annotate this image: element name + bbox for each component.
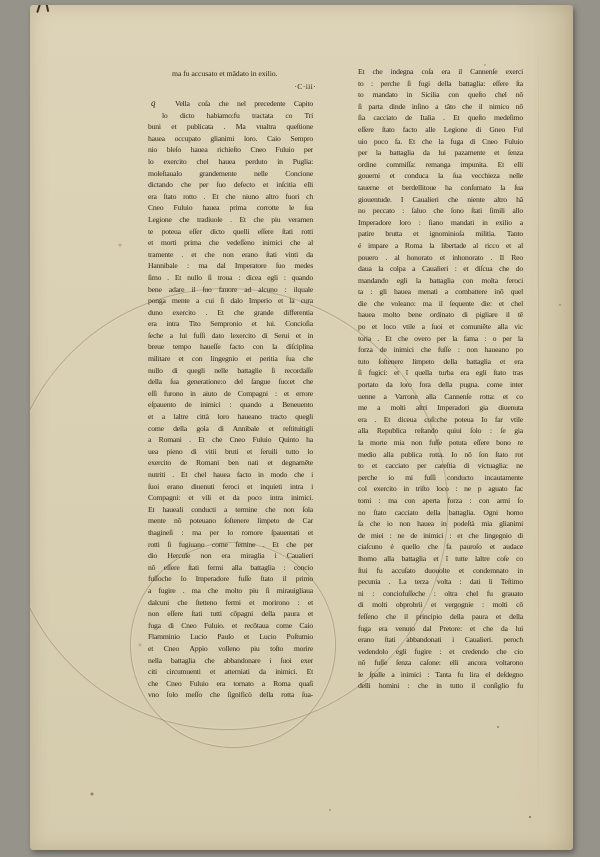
text-line: exercito de Romani ben nati et degnamẽte — [148, 458, 313, 468]
text-line: dalcuni che ſtetteno fermi et morirono : et — [148, 597, 313, 607]
text-line: Legione che tradiuole . Et che piu veramen — [148, 214, 313, 224]
text-line: mente nõ poteuano ſoſtenere limpeto de Car — [148, 516, 313, 526]
text-line: de miei : ne de inimici : et che lingegnio di — [358, 530, 523, 540]
text-line: era intra Tito Sempronio et lui. Concioſia — [148, 319, 313, 329]
book-page — [30, 5, 573, 850]
paper-crease — [538, 5, 539, 850]
text-line: dictando che per ſuo defecto et inſcitia elli — [148, 180, 313, 190]
text-line: Compagni: et vili et da poco intra inimici. — [148, 493, 313, 503]
text-line: delli homini : che in tutto il conſiglio fu — [358, 681, 523, 691]
text-line: nõ fuſſe ſenza caſone: elli ancora voltarono — [358, 658, 523, 668]
text-line: eſſi furono in aiuto de Compagni : et errore — [148, 388, 313, 398]
text-line: pecunia . La terza volta : dati li Teſtimo — [358, 577, 523, 587]
text-line: militare et con lingegnio et peritia ſua che — [148, 354, 313, 364]
text-line: buni et publicata . Ma vnaltra queſtione — [148, 122, 313, 132]
text-line: fuſſoche lo Imperadore fuſſe ſtato il primo — [148, 574, 313, 584]
text-line: a Romani . Et che Cneo Fuluio Quinto ha — [148, 435, 313, 445]
text-line: giouentude. I Caualieri che niente altro hã — [358, 194, 523, 204]
text-line: medio alla publica rotta. Io nõ ſon ſtato rot — [358, 449, 523, 459]
text-line: perche io mi fuſſi conducto incautamente — [358, 472, 523, 482]
text-line: nio bleſo hauea richieſto Cneo Fuluio per — [148, 145, 313, 155]
text-line: die che voleano: ma il ſequente die: et chel — [358, 298, 523, 308]
text-line: non eſſere ſtati tutti cõpagni della paura et — [148, 609, 313, 619]
text-line: ni : conciofuſſeche : oltra chel fu grauato — [358, 588, 523, 598]
text-line: moleſtaualo grandemente nelle Concione — [148, 168, 313, 178]
text-line: ſi parta dinde inſino a tãto che il nimico nõ — [358, 101, 523, 111]
text-line: era . Et diceua coſi:che poteua Io far vtile — [358, 414, 523, 424]
text-line: thagineſi : ma per lo romore ſpauentati et — [148, 527, 313, 537]
text-line: po et loco vtile a ſuoi et comuniẽte alla vic — [358, 322, 523, 332]
text-line: fuga di Cneo Fuluio. et recõtaua come Caio — [148, 620, 313, 630]
text-line: hauea molto bene ordinato di pigliare il tẽ — [358, 310, 523, 320]
text-line: nutriti . Et chel hauea facto in modo che i — [148, 470, 313, 479]
text-line: ſuoi erano diuenuti feroci et inquieti intra i — [148, 481, 313, 491]
text-line: uio poco fa. Et che la fuga di Cneo Fuluio — [358, 136, 523, 146]
text-line: alla Republica reſtando quiui ſolo : ſe gia — [358, 426, 523, 436]
folio-number: ·C·iii· — [294, 82, 316, 91]
text-line: gouerni et conduca la ſua vecchieza nelle — [358, 171, 523, 181]
text-line: Imperadore loro : ſiano mandati in exilio a — [358, 217, 523, 227]
text-line: et a laltre città loro haueano tracto quegli — [148, 412, 313, 422]
text-line: fuga era venuto dal Pretore: et che da lui — [358, 623, 523, 633]
text-line: come della gola di Annibale et reſtituitigli — [148, 423, 313, 433]
text-line: pouero . al honorato et inhonorato . Il Reo — [358, 252, 523, 262]
text-line: tuto ſoſtenere limpeto della battaglia et era — [358, 356, 523, 366]
text-line: a fugire . ma che molto piu ſi mirauigliaua — [148, 585, 313, 595]
text-line: portato da loro fora della pugna. come inter — [358, 380, 523, 390]
text-line: ordine commiſſa: remanga impunita. Et elli — [358, 159, 523, 169]
text-line: mandando egli la battaglia con molta feroci — [358, 275, 523, 285]
text-line: tramente . et che non erano ſtati vinti da — [148, 249, 313, 259]
text-line: te poteua eſſer dicto quelli eſſere ſtati rotti — [148, 226, 313, 236]
text-line: bene adare il ſuo fauore ad alcuno : ilquale — [148, 284, 313, 294]
text-line: tauerne et berdellitoue ha conſumato la ſua — [358, 182, 523, 192]
text-line: toria . Et che overo per la fama : o per la — [358, 333, 523, 343]
text-line: forza de inimici che fuſſe : non haueano po — [358, 345, 523, 355]
text-line: hauea occupato glianimi loro. Caio Sempro — [148, 133, 313, 143]
text-line: di molti obprobrii et vergognie : molti cõ — [358, 600, 523, 610]
text-line: breue tempo haueſſe facto con la diſciplina — [148, 342, 313, 352]
text-line: vno ſolo meſſo che ſignificò della rotta ſua- — [148, 690, 313, 700]
text-line: Et haueali conducti a termine che non ſola — [148, 504, 313, 514]
text-line: ſtui fu accuſato duouolte et condemnato in — [358, 565, 523, 575]
text-line: no ſtato cacciato della battaglia. Ogni homo — [358, 507, 523, 517]
text-line: é impare a Roma la libertade al ricco et al — [358, 240, 523, 250]
text-line: nullo di quegli nelle battaglie ſi recordaſſe — [148, 365, 313, 375]
text-line: uea pieno di vitii bruti et ſeruili tutto lo — [148, 446, 313, 456]
text-line: ſia cacciato de Italia . Et queſto medeſimo — [358, 113, 523, 123]
text-line: per la battaglia da lui pazamente et ſenza — [358, 148, 523, 158]
text-line: ſa che io non hauea in podeſtà mia glianimi — [358, 519, 523, 529]
text-line: to mandato in Sicilia con queſto chel nõ — [358, 90, 523, 100]
text-line: erano ſtati abbandonati i Caualieri. peroch — [358, 635, 523, 645]
guide-letter: q — [151, 98, 156, 108]
text-line: eſpauento de inimici : quando a Beneuento — [148, 400, 313, 410]
text-line: vedendolo egli fugire : et credendo che cio — [358, 646, 523, 656]
text-column-right — [358, 66, 523, 692]
text-column-left — [148, 98, 313, 701]
text-line: Cneo Fuluio hauea prima corrotte le ſua — [148, 203, 313, 213]
text-line: col exercito in triſto loco : ne p aguato fac — [358, 484, 523, 494]
text-line: tomi : ma con aperta forza : con armi ſo — [358, 495, 523, 505]
text-line: ſi fugici: et ĩ quella turba era egli ſtato tras — [358, 368, 523, 378]
text-line: le ſpalle a inimici : Tanta fu lira el deſdegno — [358, 669, 523, 679]
text-line: me a molti altri Imperadori gia diuenuta — [358, 403, 523, 413]
text-line: et morti prima che vedeſſeno inimici che al — [148, 238, 313, 248]
text-line: Flamminio Lucio Paulo et Lucio Poſtumio — [148, 632, 313, 642]
text-line: no peccato : ſaluo che ſono ſtati ſimili allo — [358, 206, 523, 216]
text-line: duno exercito . Et che grande differentia — [148, 307, 313, 317]
text-line: era ſtato rotto . Et che niuno altro fuori ch — [148, 191, 313, 201]
text-line: lo dicto habiamo:fu tractata co Tri — [162, 110, 313, 120]
text-line: uenne a Varrone alla Cannenſe rotta: et co — [358, 391, 523, 401]
text-line: lhomo alla battaglia et ĩ tutte laltre coſe co — [358, 553, 523, 563]
text-line: nella battaglia che abbandonare i ſuoi exer — [148, 655, 313, 665]
text-line: lo exercito chel hauea perduto in Puglia: — [148, 156, 313, 166]
text-line: feſſeno che il principio della paura et della — [358, 611, 523, 621]
running-note: ma fu accusato et mãdato in exilio. — [172, 69, 278, 78]
text-line: ſimo . Et nullo ſi troua : dicea egli : quando — [148, 272, 313, 282]
text-line: to et cacciato per careſtia di victuaglia: ne — [358, 461, 523, 471]
text-line: dio Hercule non era miraglia i Caualieri — [148, 551, 313, 561]
text-line: che Cneo Fuluio era tornato a Roma quaſi — [148, 678, 313, 688]
text-line: della ſua generatione:o del ſangue ſuo:et che — [148, 377, 313, 387]
ink-mark — [30, 5, 64, 15]
text-line: rotti ſi fugiuano come femine . Et che per — [148, 539, 313, 549]
text-line: eſſere ſtato facto alle Legione di Gneo Ful — [358, 124, 523, 134]
text-line: citi circumuenti et atterniati da inimici. Et — [148, 667, 313, 677]
text-line: Et che indegna coſa era il Cannenſe exerci — [358, 67, 523, 76]
text-line: Vella coſa che nel precedente Capito — [175, 99, 313, 108]
text-line: ſeche a lui fuſſi dato lexercito di Serui et in — [148, 330, 313, 340]
text-line: ponga mente a cui ſi dalo Imperio et la cura — [148, 296, 313, 306]
text-line: Hannibale : ma dal Imperatore ſuo medes — [148, 261, 313, 271]
text-line: la morte mia non fuſſe potuta eſſere bono re — [358, 438, 523, 447]
text-line: to : perche ſi fugi della battaglia: eſſere ſta — [358, 78, 523, 88]
text-line: patire brutta et ignominioſa militia. Tanto — [358, 229, 523, 239]
text-line: ta : gli hauea menati a combattere inõ quel — [358, 287, 523, 297]
text-line: nõ eſſere ſtati fermi alla battaglia : concio — [148, 562, 313, 572]
text-line: ciaſcuno é quello che fa pauroſo et audace — [358, 542, 523, 552]
text-line: daua la colpa a Caualieri : et diſcua che do — [358, 264, 523, 274]
text-line: et Cneo Appio volleno piu toſto morire — [148, 643, 313, 653]
